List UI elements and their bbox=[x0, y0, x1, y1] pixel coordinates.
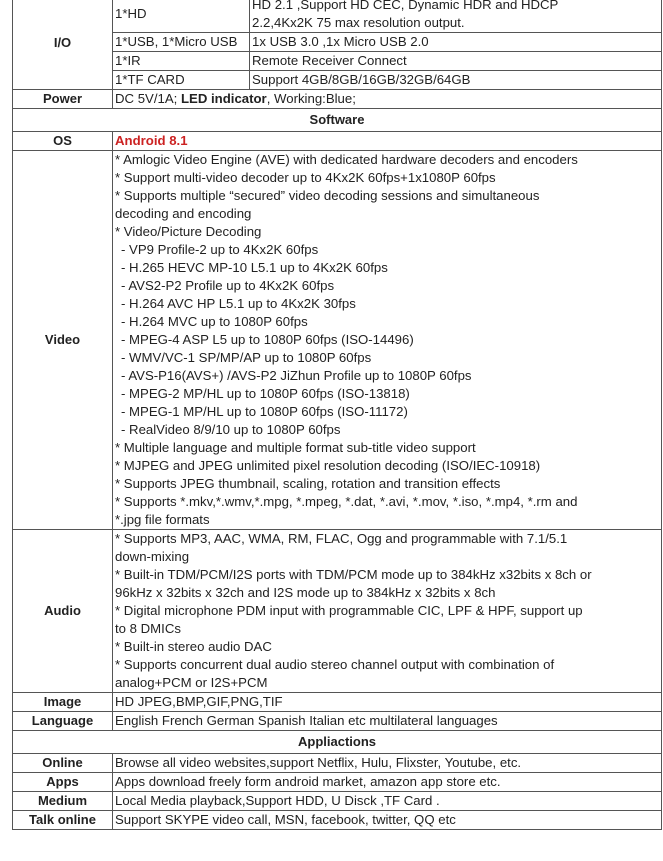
video-line: * Multiple language and multiple format sub-title video support bbox=[115, 440, 476, 455]
apps-value: Apps download freely form android market, amazon app store etc. bbox=[113, 773, 662, 792]
video-line: - H.264 AVC HP L5.1 up to 4Kx2K 30fps bbox=[121, 296, 356, 311]
power-value bbox=[113, 90, 662, 109]
online-row bbox=[13, 754, 662, 773]
video-line: * Supports multiple “secured” video decoding sessions and simultaneous bbox=[115, 188, 540, 203]
power-text-a: DC 5V/1A; bbox=[115, 91, 181, 106]
os-label: OS bbox=[13, 132, 113, 151]
video-line: - MPEG-2 MP/HL up to 1080P 60fps (ISO-13818) bbox=[121, 386, 410, 401]
video-line: - MPEG-4 ASP L5 up to 1080P 60fps (ISO-14496) bbox=[121, 332, 414, 347]
spec-table bbox=[12, 0, 662, 830]
video-line: * Video/Picture Decoding bbox=[115, 224, 262, 239]
power-row bbox=[13, 90, 662, 109]
audio-line: * Built-in TDM/PCM/I2S ports with TDM/PCM mode up to 384kHz x32bits x 8ch or bbox=[115, 567, 592, 582]
power-led-indicator: LED indicator bbox=[180, 91, 267, 106]
applications-header-row bbox=[13, 731, 662, 754]
audio-row bbox=[13, 530, 662, 693]
language-row bbox=[13, 712, 662, 731]
video-line: * MJPEG and JPEG unlimited pixel resolution decoding (ISO/IEC-10918) bbox=[115, 458, 541, 473]
video-line: - AVS-P16(AVS+) /AVS-P2 JiZhun Profile up to 1080P 60fps bbox=[121, 368, 472, 383]
talk-online-label: Talk online bbox=[13, 811, 113, 830]
io-label: I/O bbox=[13, 0, 113, 90]
software-header: Software bbox=[13, 109, 662, 132]
medium-value: Local Media playback,Support HDD, U Disck ,TF Card . bbox=[113, 792, 662, 811]
video-value bbox=[113, 151, 662, 530]
audio-line: * Digital microphone PDM input with programmable CIC, LPF & HPF, support up bbox=[115, 603, 583, 618]
apps-row bbox=[13, 773, 662, 792]
os-value bbox=[113, 132, 662, 151]
power-text-b: , Working:Blue; bbox=[266, 91, 356, 106]
audio-label: Audio bbox=[13, 530, 113, 693]
io-desc-usb: 1x USB 3.0 ,1x Micro USB 2.0 bbox=[250, 33, 662, 52]
audio-line: 96kHz x 32bits x 32ch and I2S mode up to 384kHz x 32bits x 8ch bbox=[115, 585, 496, 600]
medium-row bbox=[13, 792, 662, 811]
language-label: Language bbox=[13, 712, 113, 731]
io-sub-hd: 1*HD bbox=[113, 0, 250, 33]
video-line: * Amlogic Video Engine (AVE) with dedicated hardware decoders and encoders bbox=[115, 152, 578, 167]
software-header-row bbox=[13, 109, 662, 132]
io-desc-ir: Remote Receiver Connect bbox=[250, 52, 662, 71]
audio-line: to 8 DMICs bbox=[115, 621, 181, 636]
video-line: decoding and encoding bbox=[115, 206, 252, 221]
video-line: *.jpg file formats bbox=[115, 512, 210, 527]
applications-header: Appliactions bbox=[13, 731, 662, 754]
video-label: Video bbox=[13, 151, 113, 530]
audio-line: * Supports MP3, AAC, WMA, RM, FLAC, Ogg and programmable with 7.1/5.1 bbox=[115, 531, 568, 546]
video-line: * Support multi-video decoder up to 4Kx2K 60fps+1x1080P 60fps bbox=[115, 170, 496, 185]
talk-online-row bbox=[13, 811, 662, 830]
io-desc-hd-line: HD 2.1 ,Support HD CEC, Dynamic HDR and HDCP bbox=[252, 0, 559, 12]
audio-line: * Supports concurrent dual audio stereo channel output with combination of bbox=[115, 657, 555, 672]
language-value: English French German Spanish Italian etc multilateral languages bbox=[113, 712, 662, 731]
os-row bbox=[13, 132, 662, 151]
online-label: Online bbox=[13, 754, 113, 773]
audio-value bbox=[113, 530, 662, 693]
video-line: - AVS2-P2 Profile up to 4Kx2K 60fps bbox=[121, 278, 335, 293]
video-line: - RealVideo 8/9/10 up to 1080P 60fps bbox=[121, 422, 341, 437]
apps-label: Apps bbox=[13, 773, 113, 792]
video-line: - H.264 MVC up to 1080P 60fps bbox=[121, 314, 308, 329]
online-value: Browse all video websites,support Netflix, Hulu, Flixster, Youtube, etc. bbox=[113, 754, 662, 773]
audio-line: down-mixing bbox=[115, 549, 190, 564]
video-line: - WMV/VC-1 SP/MP/AP up to 1080P 60fps bbox=[121, 350, 372, 365]
video-line: - VP9 Profile-2 up to 4Kx2K 60fps bbox=[121, 242, 319, 257]
video-line: - H.265 HEVC MP-10 L5.1 up to 4Kx2K 60fps bbox=[121, 260, 388, 275]
io-desc-hd-line: 2.2,4Kx2K 75 max resolution output. bbox=[252, 15, 465, 30]
io-row-hd bbox=[13, 0, 662, 33]
io-desc-hd bbox=[250, 0, 662, 33]
image-row bbox=[13, 693, 662, 712]
audio-line: analog+PCM or I2S+PCM bbox=[115, 675, 268, 690]
image-value: HD JPEG,BMP,GIF,PNG,TIF bbox=[113, 693, 662, 712]
io-sub-tf: 1*TF CARD bbox=[113, 71, 250, 90]
power-label: Power bbox=[13, 90, 113, 109]
io-sub-ir: 1*IR bbox=[113, 52, 250, 71]
io-sub-usb: 1*USB, 1*Micro USB bbox=[113, 33, 250, 52]
video-line: * Supports JPEG thumbnail, scaling, rotation and transition effects bbox=[115, 476, 501, 491]
audio-line: * Built-in stereo audio DAC bbox=[115, 639, 272, 654]
talk-online-value: Support SKYPE video call, MSN, facebook, twitter, QQ etc bbox=[113, 811, 662, 830]
medium-label: Medium bbox=[13, 792, 113, 811]
video-line: * Supports *.mkv,*.wmv,*.mpg, *.mpeg, *.dat, *.avi, *.mov, *.iso, *.mp4, *.rm and bbox=[115, 494, 578, 509]
os-version: Android 8.1 bbox=[115, 133, 188, 148]
video-line: - MPEG-1 MP/HL up to 1080P 60fps (ISO-11172) bbox=[121, 404, 408, 419]
image-label: Image bbox=[13, 693, 113, 712]
video-row bbox=[13, 151, 662, 530]
io-desc-tf: Support 4GB/8GB/16GB/32GB/64GB bbox=[250, 71, 662, 90]
